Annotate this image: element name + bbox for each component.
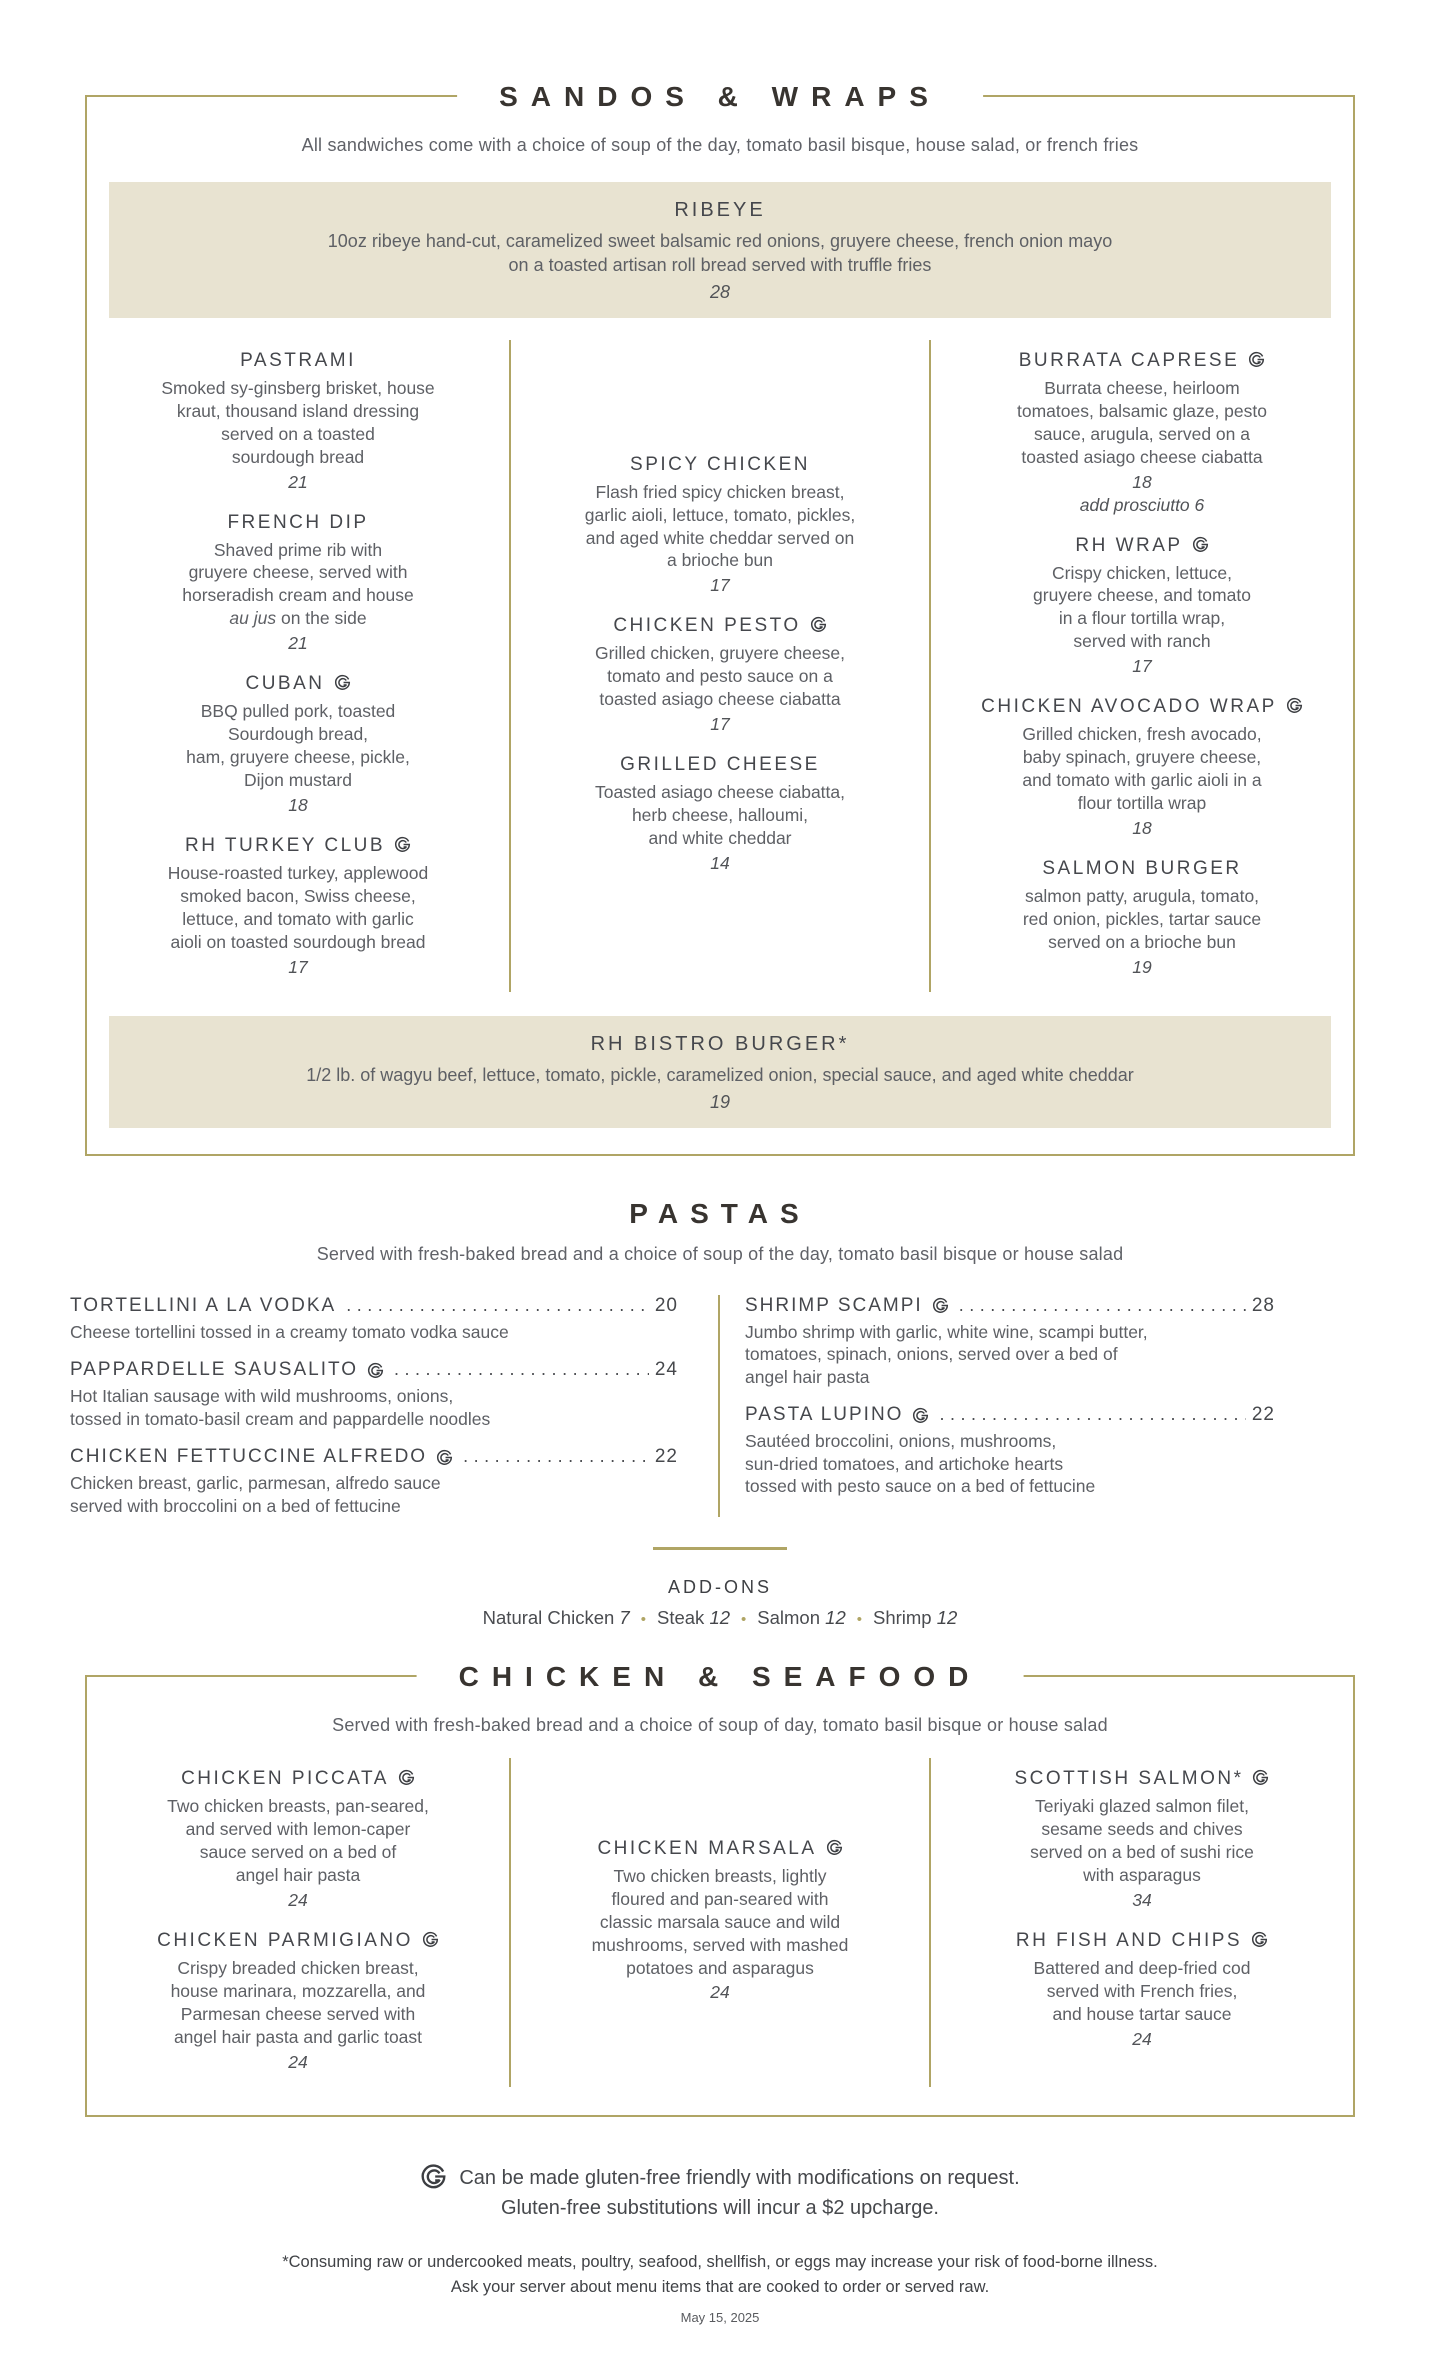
addon-name: Steak <box>656 1607 710 1629</box>
menu-item-price: 17 <box>1132 656 1152 677</box>
menu-item-price: 18 <box>1132 817 1152 838</box>
menu-item-name: PASTA LUPINO <box>745 1404 904 1426</box>
gluten-free-icon <box>932 1297 949 1314</box>
menu-item-description: Flash fried spicy chicken breast, garlic aioli, lettuce, tomato, pickles, and aged white cheddar served on a brioche bun <box>584 481 856 571</box>
gluten-free-icon <box>810 616 827 633</box>
addon-price: 12 <box>825 1607 846 1629</box>
raw-food-disclaimer <box>0 2250 1440 2301</box>
sandos-columns <box>87 340 1353 992</box>
menu-item-description: Battered and deep-fried cod served with French fries, and house tartar sauce <box>1033 1958 1251 2024</box>
bullet-separator: • <box>741 1611 747 1629</box>
chicken-seafood-column-middle <box>509 1758 931 2086</box>
dotted-leader <box>939 1404 1245 1425</box>
menu-item-price: 22 <box>654 1446 678 1468</box>
menu-item-description: Grilled chicken, fresh avocado, baby spinach, gruyere cheese, and tomato with garlic aioli in a flour tortilla wrap <box>1022 724 1262 814</box>
menu-item <box>953 858 1331 978</box>
menu-item-name: SPICY CHICKEN <box>630 453 810 475</box>
menu-item-name: CHICKEN FETTUCCINE ALFREDO <box>70 1446 428 1468</box>
menu-item-name: SCOTTISH SALMON* <box>953 1768 1331 1790</box>
menu-item-price: 24 <box>288 1890 308 1911</box>
menu-item <box>533 1838 907 2004</box>
menu-item-price: 18 <box>288 794 308 815</box>
menu-item-description: Toasted asiago cheese ciabatta, herb cheese, halloumi, and white cheddar <box>594 782 846 848</box>
gluten-free-icon <box>394 836 411 853</box>
menu-item-description: House-roasted turkey, applewood smoked bacon, Swiss cheese, lettuce, and tomato with garlic aioli on toasted sourdough bread <box>167 862 429 952</box>
menu-item-description: salmon patty, arugula, tomato, red onion, pickles, tartar sauce served on a brioche bun <box>1022 885 1262 952</box>
menu-item-name: RH TURKEY CLUB <box>109 835 487 857</box>
menu-item-name: CHICKEN PESTO <box>533 615 907 637</box>
menu-item <box>109 1768 487 1911</box>
addon-name: Salmon <box>757 1607 826 1629</box>
pastas-column-right <box>720 1295 1275 1518</box>
menu-item <box>953 535 1331 678</box>
menu-item-price: 19 <box>1132 956 1152 977</box>
featured-item-ribeye <box>109 182 1331 318</box>
menu-item-description: Two chicken breasts, pan-seared, and served with lemon-caper sauce served on a bed of angel hair pasta <box>167 1796 429 1886</box>
menu-item <box>953 1930 1331 2050</box>
menu-item-name: RH FISH AND CHIPS <box>953 1930 1331 1952</box>
bullet-separator: • <box>640 1611 646 1629</box>
menu-item-name: CHICKEN AVOCADO WRAP <box>953 696 1331 718</box>
addon-price: 7 <box>619 1607 630 1629</box>
menu-item-description: BBQ pulled pork, toasted Sourdough bread, ham, gruyere cheese, pickle, Dijon mustard <box>186 701 410 791</box>
menu-item-description: Hot Italian sausage with wild mushrooms, onions, tossed in tomato-basil cream and pappardelle noodles <box>70 1386 491 1429</box>
menu-item-name: BURRATA CAPRESE <box>953 350 1331 372</box>
menu-item-price: 19 <box>709 1091 731 1112</box>
gluten-free-icon <box>1248 351 1265 368</box>
menu-item-description: Teriyaki glazed salmon filet, sesame seeds and chives served on a bed of sushi rice with asparagus <box>1030 1796 1254 1886</box>
menu-item-name: SALMON BURGER <box>1042 857 1242 879</box>
menu-item <box>70 1359 678 1430</box>
bullet-separator: • <box>856 1611 862 1629</box>
gluten-free-icon <box>826 1839 843 1856</box>
sandos-wraps-section <box>85 81 1355 1156</box>
gluten-free-note-line1: Can be made gluten-free friendly with modifications on request. <box>459 2166 1020 2189</box>
dotted-leader <box>463 1446 649 1467</box>
menu-item-name: CHICKEN MARSALA <box>533 1838 907 1860</box>
chicken-seafood-column-left <box>87 1758 509 2086</box>
menu-item-price: 21 <box>288 471 308 492</box>
menu-item-price: 22 <box>1251 1404 1275 1426</box>
dotted-leader <box>959 1295 1246 1316</box>
menu-item-description: Shaved prime rib with gruyere cheese, served with horseradish cream and house au jus on the side <box>182 539 414 629</box>
chicken-seafood-section-note: Served with fresh-baked bread and a choice of soup of day, tomato basil bisque or house salad <box>332 1715 1108 1736</box>
menu-item-header <box>70 1446 678 1468</box>
gluten-free-icon <box>422 1931 439 1948</box>
menu-item-price: 18 <box>1132 471 1152 492</box>
gluten-free-icon <box>1252 1769 1269 1786</box>
disclaimer-line2: Ask your server about menu items that are cooked to order or served raw. <box>450 2278 990 2297</box>
chicken-seafood-section-title: CHICKEN & SEAFOOD <box>417 1661 1024 1693</box>
addon-name: Shrimp <box>873 1607 937 1629</box>
menu-item-price: 28 <box>709 281 731 302</box>
chicken-seafood-column-right <box>931 1758 1353 2086</box>
menu-item <box>109 673 487 816</box>
menu-item-name: CHICKEN PARMIGIANO <box>109 1930 487 1952</box>
menu-item-price: 21 <box>288 633 308 654</box>
sandos-section-note: All sandwiches come with a choice of soup of the day, tomato basil bisque, house salad, or french fries <box>301 135 1139 155</box>
menu-item-name: PASTRAMI <box>240 349 356 371</box>
menu-item-header <box>70 1295 678 1317</box>
pastas-section-title: PASTAS <box>629 1197 811 1229</box>
menu-item <box>953 350 1331 516</box>
menu-item-description: Grilled chicken, gruyere cheese, tomato and pesto sauce on a toasted asiago cheese ciabatta <box>595 643 845 710</box>
gold-divider <box>653 1547 787 1550</box>
menu-item-name: FRENCH DIP <box>227 511 369 533</box>
addon-price: 12 <box>936 1607 958 1629</box>
menu-item-price: 17 <box>710 714 730 735</box>
menu-item-price: 20 <box>654 1294 678 1316</box>
sandos-column-left <box>87 340 509 992</box>
gluten-free-note <box>0 2163 1440 2223</box>
menu-item-price: 24 <box>654 1359 678 1381</box>
menu-item <box>109 350 487 493</box>
menu-item <box>533 615 907 735</box>
gluten-free-icon <box>420 2163 447 2190</box>
menu-item-description: Cheese tortellini tossed in a creamy tomato vodka sauce <box>70 1321 509 1342</box>
chicken-seafood-columns <box>87 1758 1353 2086</box>
menu-item <box>533 754 907 874</box>
gluten-free-icon <box>1192 536 1209 553</box>
gluten-free-icon <box>367 1362 384 1379</box>
gluten-free-icon <box>334 674 351 691</box>
gluten-free-icon <box>436 1449 453 1466</box>
menu-item-name: GRILLED CHEESE <box>620 754 820 776</box>
gluten-free-icon <box>398 1769 415 1786</box>
menu-item-price: 17 <box>288 956 308 977</box>
menu-item-description: Two chicken breasts, lightly floured and pan-seared with classic marsala sauce and wild mushrooms, served with mashed potatoes and asparagus <box>591 1865 849 1978</box>
menu-item-description: Crispy breaded chicken breast, house marinara, mozzarella, and Parmesan cheese served with angel hair pasta and garlic toast <box>170 1958 426 2047</box>
gluten-free-icon <box>912 1407 929 1424</box>
dotted-leader <box>394 1359 649 1380</box>
menu-item <box>745 1404 1275 1498</box>
menu-item <box>109 512 487 655</box>
menu-item <box>70 1295 678 1344</box>
menu-item-description: 10oz ribeye hand-cut, caramelized sweet balsamic red onions, gruyere cheese, french onion mayo on a toasted artisan roll bread served with truffle fries <box>327 231 1113 275</box>
menu-item-price: 24 <box>1132 2028 1152 2049</box>
menu-item-description: 1/2 lb. of wagyu beef, lettuce, tomato, pickle, caramelized onion, special sauce, and aged white cheddar <box>306 1064 1134 1085</box>
pastas-columns <box>70 1295 1440 1518</box>
menu-item <box>953 1768 1331 1911</box>
menu-item-price: 24 <box>288 2051 308 2072</box>
menu-item <box>745 1295 1275 1389</box>
sandos-column-right <box>931 340 1353 992</box>
menu-item-header <box>70 1359 678 1381</box>
menu-item-price: 14 <box>710 852 730 873</box>
menu-item <box>109 835 487 978</box>
menu-item-description: Crispy chicken, lettuce, gruyere cheese, and tomato in a flour tortilla wrap, served with ranch <box>1033 562 1251 652</box>
menu-item-price: 34 <box>1132 1890 1152 1911</box>
menu-item-header <box>745 1295 1275 1317</box>
addon-name: Natural Chicken <box>482 1607 620 1629</box>
menu-item-name: PAPPARDELLE SAUSALITO <box>70 1359 359 1381</box>
menu-item <box>953 696 1331 839</box>
menu-item-description: Sautéed broccolini, onions, mushrooms, sun-dried tomatoes, and artichoke hearts tossed with pesto sauce on a bed of fettucine <box>745 1431 1096 1497</box>
menu-item-name: CUBAN <box>109 673 487 695</box>
menu-item <box>109 1930 487 2073</box>
menu-item-price: 24 <box>710 1982 730 2003</box>
menu-item-description: Smoked sy-ginsberg brisket, house kraut, thousand island dressing served on a toasted sourdough bread <box>161 377 435 467</box>
featured-item-bistro-burger <box>109 1016 1331 1128</box>
menu-item-name: RH BISTRO BURGER* <box>590 1032 850 1055</box>
menu-item-name: TORTELLINI A LA VODKA <box>70 1294 337 1316</box>
menu-item-description: Jumbo shrimp with garlic, white wine, scampi butter, tomatoes, spinach, onions, served over a bed of angel hair pasta <box>745 1321 1148 1387</box>
sandos-column-middle <box>509 340 931 992</box>
menu-item <box>533 454 907 597</box>
pastas-section-note: Served with fresh-baked bread and a choice of soup of the day, tomato basil bisque or house salad <box>316 1243 1124 1264</box>
addon-price: 12 <box>709 1607 731 1629</box>
pastas-column-left <box>70 1295 720 1518</box>
menu-item-name: CHICKEN PICCATA <box>109 1768 487 1790</box>
addons-list <box>0 1607 1440 1629</box>
menu-item-price: 17 <box>710 575 730 596</box>
menu-item-description: Burrata cheese, heirloom tomatoes, balsamic glaze, pesto sauce, arugula, served on a toasted asiago cheese ciabatta <box>1017 377 1267 467</box>
menu-item-addon-note: add prosciutto 6 <box>1079 494 1205 515</box>
gluten-free-icon <box>1286 697 1303 714</box>
menu-item-price: 28 <box>1251 1294 1275 1316</box>
menu-date: May 15, 2025 <box>680 2309 760 2325</box>
gluten-free-note-line2: Gluten-free substitutions will incur a $2 upcharge. <box>500 2196 939 2219</box>
gluten-free-icon <box>1251 1931 1268 1948</box>
sandos-section-title: SANDOS & WRAPS <box>457 81 983 113</box>
disclaimer-line1: *Consuming raw or undercooked meats, poultry, seafood, shellfish, or eggs may increase your risk of food-borne illness. <box>282 2252 1158 2271</box>
chicken-seafood-section <box>85 1661 1355 2116</box>
dotted-leader <box>346 1295 649 1316</box>
menu-item-header <box>745 1404 1275 1426</box>
addons-title: ADD-ONS <box>667 1577 772 1598</box>
menu-item-name: RH WRAP <box>953 535 1331 557</box>
menu-item-name: RIBEYE <box>674 199 766 221</box>
menu-item-name: SHRIMP SCAMPI <box>745 1294 923 1316</box>
menu-item <box>70 1446 678 1517</box>
menu-item-description: Chicken breast, garlic, parmesan, alfredo sauce served with broccolini on a bed of fettucine <box>70 1473 441 1516</box>
